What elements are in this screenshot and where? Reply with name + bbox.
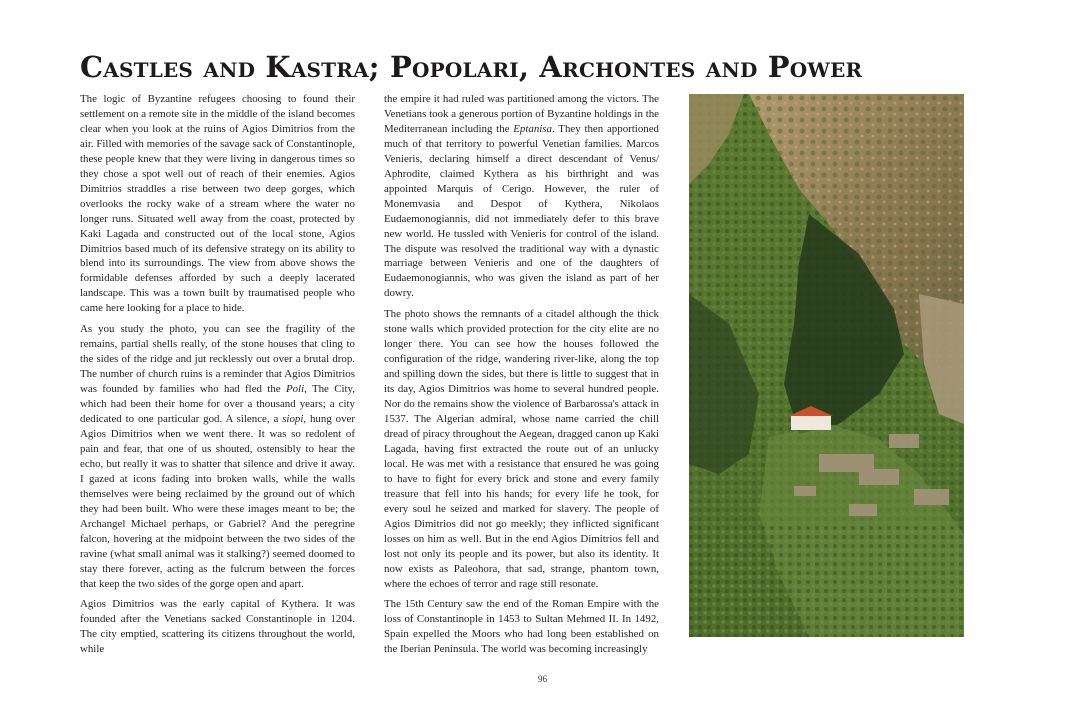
paragraph-text: The photo shows the remnants of a citadel although the thick stone walls which provided protection for the city elite are no longer there. You can see how the houses followed the configuration of the ridge, wandering river-like, along the top and spilling down the sides, but there is little to suggest that in its day, Agios Dimitrios was home to several hundred people. Nor do the remains show the violence of Barbarossa's attack in 1537. The Algerian admiral, whose name carried the chill dread of piracy throughout the Aegean, dragged canon up Kaki Lagada, having first extracted the route out of an unlucky local. He was met with a resistance that ensured he was going to have to fight for every brick and stone and every family treasure that fell into his hands; for every life he took, for every soul he seized and marked for slavery. The people of Agios Dimitrios did not go meekly; they inflicted significant losses on him as well. But in the end Agios Dimitrios fell and lost not only its people and its power, but also its identity. It now exists as Paleohora, that sad, strange, phantom town, where the echoes of terror and rage still resonate. [384, 308, 659, 590]
paragraph-text: the empire it had ruled was partitioned among the victors. The Venetians took a generous portion of Byzantine holdings in the Mediterranean including the [384, 93, 659, 135]
paragraph-text: . They then apportioned much of that territory to powerful Venetian families. Marcos Venieris, declaring himself a direct descendant of Venus/ Aphrodite, claimed Kythera as his birthright and was appointed Marquis of Cerigo. However, the ruler of Monemvasia and Despot of Kythera, Nikolaos Eudaemonogiannis, did not immediately defer to this brave new world. He tussled with Venieris for control of the island. The dispute was resolved the traditional way with a dynastic marriage between Venieris and one of the daughters of Eudaemonogiannis, who was given the island as part of her dowry. [384, 122, 659, 300]
italic-term: Eptanisa [513, 122, 552, 135]
page-number: 96 [538, 674, 547, 684]
aerial-photo-image [689, 94, 964, 637]
text-column-middle [384, 92, 659, 663]
paragraph [384, 92, 659, 301]
aerial-photo [689, 94, 964, 637]
paragraph-text: Agios Dimitrios was the early capital of Kythera. It was founded after the Venetians sacked Constantinople in 1204. The city emptied, scattering its citizens throughout the world, while [80, 598, 355, 656]
paragraph-text: , hung over Agios Dimitrios when we went there. It was so redolent of pain and fear, that one of us shouted, ostensibly to hear the echo, but really it was to shatter that silence and drive it away. I gazed at icons fading into broken walls, while the walls themselves were being reclaimed by the ground out of which they had been built. Who were these images meant to be; the Archangel Michael perhaps, or Gabriel? And the peregrine falcon, hovering at the midpoint between the two sides of the ravine (what small animal was it stalking?) seemed doomed to stay there forever, acting as the fulcrum between the forces that keep the two sides of the gorge open and apart. [80, 413, 355, 590]
paragraph-text: , The City, which had been their home for over a thousand years; a city dedicated to one particular god. A silence, a [80, 383, 356, 426]
text-column-left [80, 92, 355, 663]
paragraph-text: As you study the photo, you can see the fragility of the remains, partial shells really, of the stone houses that cling to the sides of the ridge and jut recklessly out over a brutal drop. The number of church ruins is a reminder that Agios Dimitrios was founded by families who had fled the [80, 323, 355, 396]
paragraph [80, 92, 355, 316]
paragraph [384, 307, 659, 591]
italic-term: siopi [282, 413, 304, 426]
paragraph-text: The logic of Byzantine refugees choosing to found their settlement on a remote site in the middle of the island becomes clear when you look at the ruins of Agios Dimitrios from the air. Filled with memories of the savage sack of Constantinople, these people knew that they were living in dangerous times so they chose a spot well out of reach of their enemies. Agios Dimitrios straddles a rise between two deep gorges, which overlooks the rocky wake of a stream where the water no longer runs. Situated well away from the coast, protected by Kaki Lagada and constructed out of the local stone, Agios Dimitrios based much of its defensive strategy on its ability to blend into its surroundings. The view from above shows the formidable defenses afforded by such a deeply lacerated landscape. This was a town built by traumatised people who came here looking for a place to hide. [80, 93, 355, 315]
paragraph [384, 597, 659, 657]
paragraph [80, 322, 355, 591]
italic-term: Poli [285, 383, 305, 396]
page-title: Castles and Kastra; Popolari, Archontes and Power [80, 50, 863, 84]
paragraph [80, 597, 355, 657]
paragraph-text: The 15th Century saw the end of the Roman Empire with the loss of Constantinople in 1453 to Sultan Mehmed II. In 1492, Spain expelled the Moors who had long been established on the Iberian Peninsula. The world was becoming increasingly [384, 598, 659, 656]
